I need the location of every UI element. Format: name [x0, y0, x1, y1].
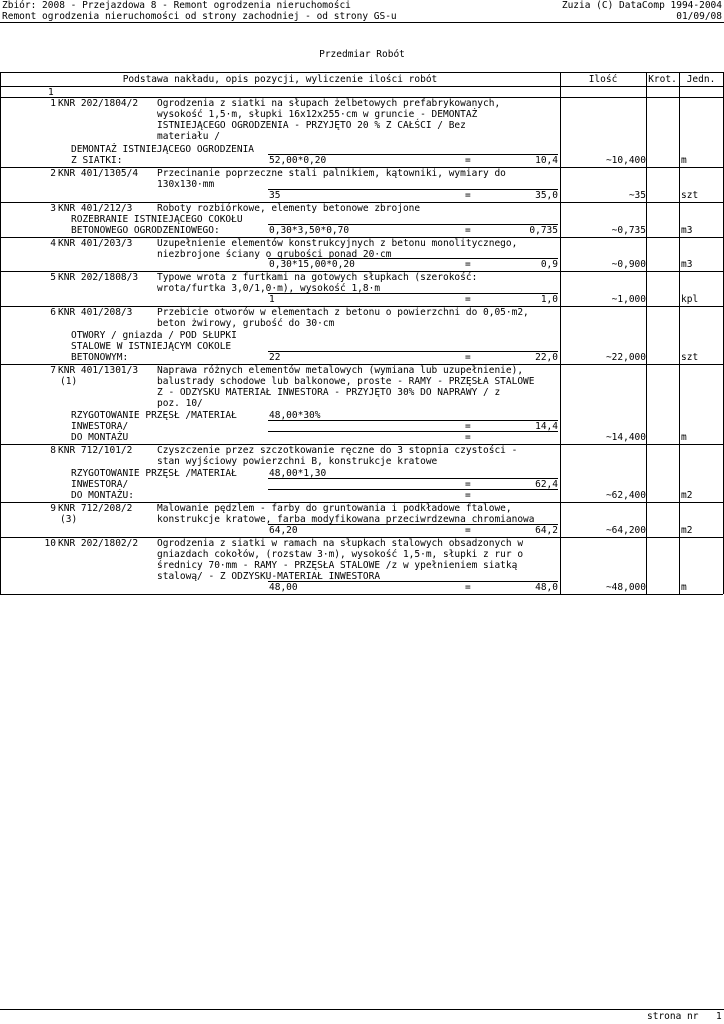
calc-formula: 1 — [269, 294, 275, 305]
item-description-line: niezbrojone ściany o grubości ponad 20·cm — [157, 249, 392, 260]
item-code-sub: (1) — [60, 376, 78, 387]
calc-label-line: INWESTORA/ — [71, 421, 129, 432]
item-description-line: Naprawa różnych elementów metalowych (wymiana lub uzupełnienie), — [157, 365, 524, 376]
item-number: 4 — [50, 238, 56, 249]
calc-underline — [268, 431, 558, 432]
item-unit: m3 — [681, 225, 693, 236]
item-description-line: Roboty rozbiórkowe, elementy betonowe zbrojone — [157, 203, 421, 214]
item-unit: szt — [681, 190, 699, 201]
item-description-line: Czyszczenie przez szczotkowanie ręczne do 3 stopnia czystości - — [157, 445, 518, 456]
item-description-line: materiału / — [157, 131, 220, 142]
calc-formula: 22 — [269, 352, 281, 363]
calc-label-line: RZYGOTOWANIE PRZĘSŁ /MATERIAŁ — [71, 468, 237, 479]
page-number-label: strona nr — [647, 1011, 699, 1022]
calc-formula: 48,00 — [269, 582, 298, 593]
item-quantity: ~62,400 — [605, 490, 646, 501]
calc-equals-final: = — [465, 432, 471, 443]
calc-equals: = — [465, 421, 471, 432]
calc-result: 0,9 — [540, 259, 558, 270]
item-unit: kpl — [681, 294, 699, 305]
item-unit: m3 — [681, 259, 693, 270]
calc-result: 64,2 — [535, 525, 558, 536]
table-column-line — [646, 72, 647, 594]
calc-result: 48,0 — [535, 582, 558, 593]
item-quantity: ~14,400 — [605, 432, 646, 443]
formula-underline — [268, 478, 558, 479]
item-quantity: ~1,000 — [611, 294, 646, 305]
calc-equals: = — [465, 155, 471, 166]
item-description-line: gniazdach cokołów, (rozstaw 3·m), wysokość 1,5·m, słupki z rur o — [157, 549, 524, 560]
col-number-row: 1 — [48, 87, 54, 98]
item-number: 9 — [50, 503, 56, 514]
item-code: KNR 202/1808/3 — [58, 272, 139, 283]
table-column-line — [560, 72, 561, 594]
calc-formula: 52,00*0,20 — [269, 155, 327, 166]
item-description-line: 130x130·mm — [157, 179, 215, 190]
item-unit: m — [681, 432, 687, 443]
calc-label-line: BETONOWEGO OGRODZENIOWEGO: — [71, 225, 220, 236]
item-description-line: wrota/furtka 3,0/1,0·m), wysokość 1,8·m — [157, 283, 381, 294]
calc-result: 1,0 — [540, 294, 558, 305]
item-number: 8 — [50, 445, 56, 456]
calc-equals: = — [465, 352, 471, 363]
col-header-krot: Krot. — [648, 74, 677, 85]
calc-label-line: ROZEBRANIE ISTNIEJĄCEGO COKOŁU — [71, 214, 243, 225]
calc-equals: = — [465, 479, 471, 490]
formula-underline — [268, 581, 558, 582]
calc-equals: = — [465, 190, 471, 201]
item-code: KNR 401/1301/3 — [58, 365, 139, 376]
item-description-line: balustrady schodowe lub balkonowe, proste - RAMY - PRZĘSŁA STALOWE — [157, 376, 535, 387]
calc-label-line: Z SIATKI: — [71, 155, 123, 166]
item-quantity: ~48,000 — [605, 582, 646, 593]
item-code: KNR 401/203/3 — [58, 238, 133, 249]
calc-label-line: DEMONTAŻ ISTNIEJĄCEGO OGRODZENIA — [71, 144, 255, 155]
calc-label-line: BETONOWYM: — [71, 352, 129, 363]
item-quantity: ~22,000 — [605, 352, 646, 363]
table-column-line — [0, 72, 1, 594]
calc-equals: = — [465, 525, 471, 536]
page-title: Przedmiar Robót — [319, 49, 405, 60]
formula-underline — [268, 224, 558, 225]
table-bottom-border — [0, 594, 723, 595]
item-description-line: Malowanie pędzlem - farby do gruntowania i podkładowe ftalowe, — [157, 503, 512, 514]
item-unit: m — [681, 155, 687, 166]
item-description-line: Przebicie otworów w elementach z betonu o powierzchni do 0,05·m2, — [157, 307, 529, 318]
header-date: 01/09/08 — [676, 11, 722, 22]
item-quantity: ~10,400 — [605, 155, 646, 166]
calc-label-line: DO MONTAŻU: — [71, 490, 134, 501]
header-rule — [0, 22, 724, 23]
item-quantity: ~64,200 — [605, 525, 646, 536]
item-description-line: Ogrodzenia z siatki na słupach żelbetowych prefabrykowanych, — [157, 98, 501, 109]
item-code: KNR 712/208/2 — [58, 503, 133, 514]
item-number: 7 — [50, 365, 56, 376]
calc-equals: = — [465, 582, 471, 593]
calc-result: 62,4 — [535, 479, 558, 490]
item-description-line: Przecinanie poprzeczne stali palnikiem, kątowniki, wymiary do — [157, 168, 506, 179]
item-quantity: ~0,735 — [611, 225, 646, 236]
item-description-line: ISTNIEJĄCEGO OGRODZENIA - PRZYJĘTO 20 % Z CAŁŚCI / Bez — [157, 120, 466, 131]
calc-result: 0,735 — [529, 225, 558, 236]
item-description-line: Typowe wrota z furtkami na gotowych słupkach (szerokość: — [157, 272, 478, 283]
item-description-line: stan wyjściowy powierzchni B, konstrukcje kratowe — [157, 456, 438, 467]
item-description-line: beton żwirowy, grubość do 30·cm — [157, 318, 335, 329]
item-number: 5 — [50, 272, 56, 283]
calc-equals: = — [465, 294, 471, 305]
calc-equals: = — [465, 259, 471, 270]
item-number: 3 — [50, 203, 56, 214]
item-code: KNR 401/208/3 — [58, 307, 133, 318]
calc-label-line: RZYGOTOWANIE PRZĘSŁ /MATERIAŁ — [71, 410, 237, 421]
calc-formula: 35 — [269, 190, 281, 201]
calc-label-line: OTWORY / gniazda / POD SŁUPKI — [71, 330, 237, 341]
page-number: 1 — [716, 1011, 722, 1022]
col-header-qty: Ilość — [588, 74, 618, 85]
header-subtitle: Remont ogrodzenia nieruchomości od strony zachodniej - od strony GS-u — [2, 11, 397, 22]
item-unit: szt — [681, 352, 699, 363]
item-number: 10 — [44, 538, 56, 549]
item-number: 2 — [50, 168, 56, 179]
formula-underline — [268, 351, 558, 352]
item-unit: m2 — [681, 525, 693, 536]
calc-label-line: STALOWE W ISTNIEJĄCYM COKOLE — [71, 341, 232, 352]
calc-result: 35,0 — [535, 190, 558, 201]
item-description-line: Uzupełnienie elementów konstrukcyjnych z betonu monolitycznego, — [157, 238, 518, 249]
item-code-sub: (3) — [60, 514, 78, 525]
item-description-line: Z - ODZYSKU MATERIAŁ INWESTORA - PRZYJĘTO 30% DO NAPRAWY / z — [157, 387, 501, 398]
formula-underline — [268, 293, 558, 294]
item-unit: m2 — [681, 490, 693, 501]
item-number: 6 — [50, 307, 56, 318]
item-code: KNR 401/212/3 — [58, 203, 133, 214]
item-unit: m — [681, 582, 687, 593]
calc-equals: = — [465, 225, 471, 236]
calc-label-line: INWESTORA/ — [71, 479, 129, 490]
item-description-line: konstrukcje kratowe, farba modyfikowana przeciwrdzewna chromianowa — [157, 514, 535, 525]
calc-equals-final: = — [465, 490, 471, 501]
footer-rule — [0, 1009, 724, 1010]
col-header-desc: Podstawa nakładu, opis pozycji, wyliczenie ilości robót — [122, 74, 438, 85]
item-description-line: średnicy 70·mm - RAMY - PRZĘSŁA STALOWE /z w ypełnieniem siatką — [157, 560, 518, 571]
item-description-line: poz. 10/ — [157, 398, 203, 409]
item-description-line: stalową/ - Z ODZYSKU-MATERIAŁ INWESTORA — [157, 571, 381, 582]
item-code: KNR 202/1804/2 — [58, 98, 139, 109]
item-code: KNR 712/101/2 — [58, 445, 133, 456]
item-code: KNR 401/1305/4 — [58, 168, 139, 179]
calc-formula: 48,00*1,30 — [269, 468, 327, 479]
calc-formula: 0,30*3,50*0,70 — [269, 225, 350, 236]
calc-result: 10,4 — [535, 155, 558, 166]
formula-underline — [268, 189, 558, 190]
item-number: 1 — [50, 98, 56, 109]
calc-underline — [268, 489, 558, 490]
formula-underline — [268, 154, 558, 155]
header-copyright: Zuzia (C) DataComp 1994-2004 — [561, 0, 722, 11]
calc-label-line: DO MONTAŻU — [71, 432, 129, 443]
formula-underline — [268, 524, 558, 525]
calc-result: 14,4 — [535, 421, 558, 432]
calc-formula: 0,30*15,00*0,20 — [269, 259, 355, 270]
formula-underline — [268, 420, 558, 421]
col-header-unit: Jedn. — [686, 74, 716, 85]
item-description-line: Ogrodzenia z siatki w ramach na słupkach stalowych obsadzonych w — [157, 538, 524, 549]
header-collection: Zbiór: 2008 - Przejazdowa 8 - Remont ogrodzenia nieruchomości — [2, 0, 351, 11]
calc-formula: 64,20 — [269, 525, 298, 536]
formula-underline — [268, 258, 558, 259]
table-column-line — [679, 72, 680, 594]
calc-result: 22,0 — [535, 352, 558, 363]
item-description-line: wysokość 1,5·m, słupki 16x12x255·cm w gruncie - DEMONTAŻ — [157, 109, 478, 120]
calc-formula: 48,00*30% — [269, 410, 321, 421]
table-header-bottom — [0, 86, 723, 87]
item-quantity: ~0,900 — [611, 259, 646, 270]
item-code: KNR 202/1802/2 — [58, 538, 139, 549]
table-top-border — [0, 72, 723, 73]
item-quantity: ~35 — [628, 190, 646, 201]
